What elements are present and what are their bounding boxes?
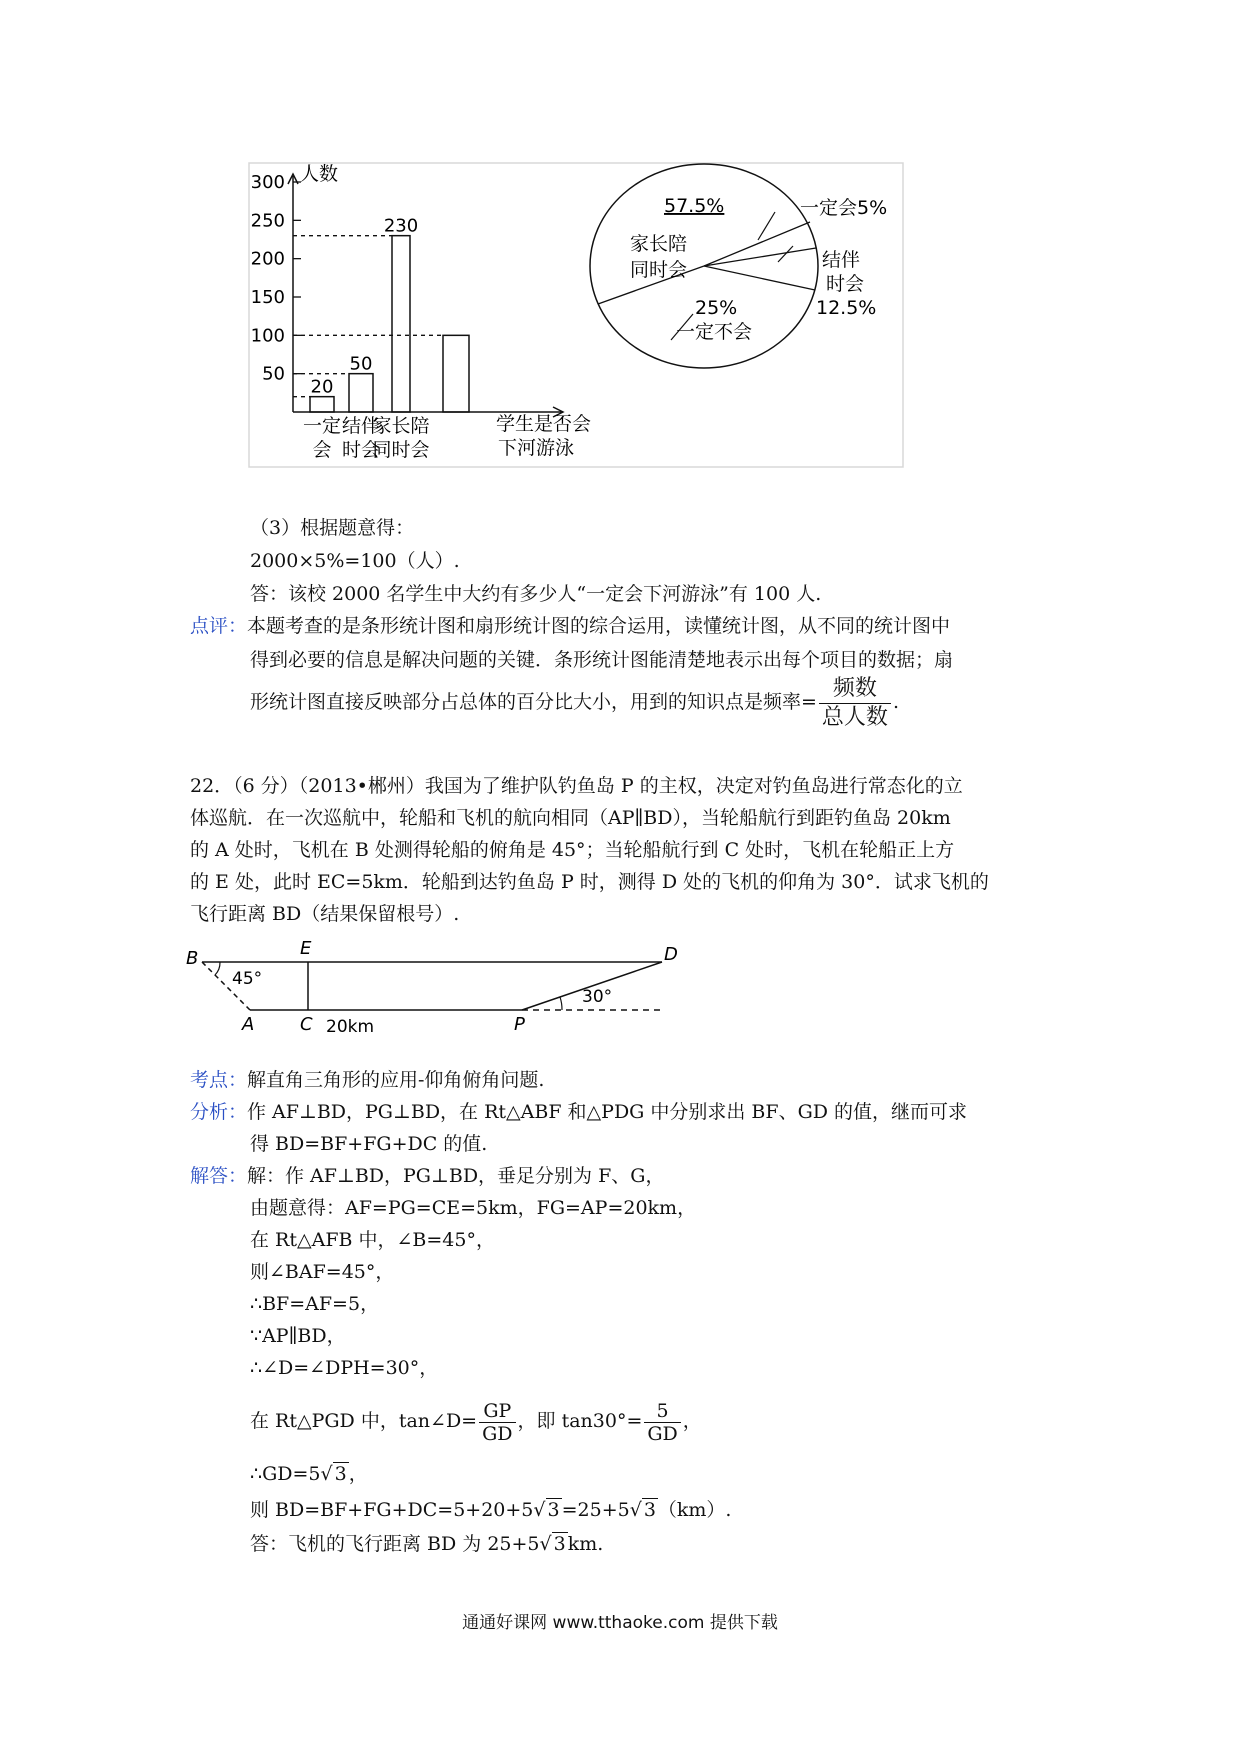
fenxi-line2: 得 BD=BF+FG+DC 的值.	[250, 1133, 488, 1155]
tan-fraction-1-den: GD	[482, 1422, 513, 1445]
jieda-text-10c: （km）.	[657, 1499, 732, 1521]
tan-fraction-1	[479, 1400, 515, 1445]
fenxi-tag: 分析：	[190, 1101, 248, 1123]
fraction-numerator: 频数	[819, 675, 891, 704]
jieda-text-1: 解：作 AF⊥BD，PG⊥BD，垂足分别为 F、G，	[247, 1165, 665, 1187]
tan-fraction-1-num: GP	[479, 1400, 515, 1423]
point-B: B	[186, 948, 199, 969]
bar	[392, 236, 410, 412]
bar-value-label: 20	[310, 376, 334, 398]
jieda-text-8c: ，	[682, 1410, 702, 1432]
jieda-text-9b: ，	[348, 1463, 368, 1485]
sqrt-3-b: √ 3	[629, 1499, 656, 1521]
sqrt-radicand-b: 3	[643, 1499, 656, 1521]
y-axis-title: 人数	[300, 163, 339, 185]
pie-divider-never-top	[704, 266, 815, 290]
bar-category-label-2: 时会	[341, 439, 381, 461]
tan-fraction-2	[644, 1400, 680, 1445]
jieda-line10	[250, 1496, 731, 1524]
frequency-fraction	[819, 675, 891, 732]
y-tick-label: 100	[250, 325, 285, 347]
y-tick-label: 50	[262, 363, 285, 385]
pie-label-peer-1: 结伴	[822, 249, 861, 271]
sqrt-3: √ 3	[320, 1463, 347, 1485]
tan-fraction-2-den: GD	[647, 1422, 678, 1445]
jieda-line6: ∵AP∥BD，	[250, 1325, 346, 1347]
sqrt-3-a: √ 3	[533, 1499, 560, 1521]
pie-pct-peer: 12.5%	[816, 297, 877, 319]
pie-divider-peer	[704, 248, 816, 266]
jieda-text-8b: ，即 tan30°=	[517, 1410, 643, 1432]
comment-text-3: 形统计图直接反映部分占总体的百分比大小，用到的知识点是频率=	[250, 691, 817, 713]
bar-category-label-1: 一定	[302, 415, 342, 437]
part3-line3: 答：该校 2000 名学生中大约有多少人“一定会下河游泳”有 100 人.	[250, 583, 822, 605]
kaodian-text: 解直角三角形的应用-仰角俯角问题.	[247, 1069, 545, 1091]
q22-line5: 飞行距离 BD（结果保留根号）.	[190, 903, 460, 925]
jieda-line4: 则∠BAF=45°，	[250, 1261, 395, 1283]
bar-chart	[251, 163, 591, 461]
point-P: P	[514, 1014, 525, 1035]
comment-line2: 得到必要的信息是解决问题的关键．条形统计图能清楚地表示出每个项目的数据；扇	[250, 649, 954, 671]
bar	[310, 397, 334, 412]
jieda-tag: 解答：	[190, 1165, 248, 1187]
comment-line3	[250, 672, 899, 732]
angle-45-label: 45°	[232, 969, 263, 989]
pie-pct-never: 25%	[695, 297, 738, 319]
point-D: D	[664, 944, 678, 965]
part3-line1: （3）根据题意得：	[250, 517, 415, 539]
y-tick-label: 300	[250, 172, 285, 193]
jieda-text-8a: 在 Rt△PGD 中，tan∠D=	[250, 1410, 478, 1432]
angle-30-arc	[560, 997, 562, 1010]
jieda-text-11b: km.	[567, 1533, 604, 1555]
point-A: A	[242, 1014, 255, 1035]
bar	[443, 335, 469, 412]
comment-text-1: 本题考查的是条形统计图和扇形统计图的综合运用，读懂统计图，从不同的统计图中	[247, 615, 951, 637]
jieda-text-9a: ∴GD=5	[250, 1463, 321, 1485]
bar	[349, 374, 373, 412]
leader-sure	[758, 212, 775, 240]
jieda-line1	[190, 1162, 664, 1190]
part3-line2: 2000×5%=100（人）.	[250, 550, 460, 572]
pie-pct-parent: 57.5%	[664, 195, 725, 217]
bar-category-label-2: 会	[312, 439, 332, 461]
comment-line1	[190, 612, 950, 640]
q22-line1: 22．（6 分）（2013•郴州）我国为了维护队钓鱼岛 P 的主权，决定对钓鱼岛进行常态化的立	[190, 775, 963, 797]
statistics-figure	[248, 162, 904, 468]
distance-label: 20km	[326, 1017, 375, 1037]
pie-divider-sure	[704, 222, 810, 266]
x-axis-title-line2: 下河游泳	[498, 437, 575, 459]
q22-line4: 的 E 处，此时 EC=5km．轮船到达钓鱼岛 P 时，测得 D 处的飞机的仰角为 30°．试求飞机的	[190, 871, 989, 893]
bar-value-label: 50	[349, 353, 373, 375]
jieda-line5: ∴BF=AF=5，	[250, 1293, 380, 1315]
pie-label-sure: 一定会5%	[800, 197, 888, 219]
comment-end: .	[892, 691, 899, 713]
y-tick-label: 250	[250, 210, 285, 232]
bar-category-label-1: 结伴	[341, 415, 381, 437]
angle-30-label: 30°	[582, 987, 613, 1007]
jieda-line3: 在 Rt△AFB 中，∠B=45°，	[250, 1229, 495, 1251]
y-tick-label: 150	[250, 287, 285, 308]
jieda-line7: ∴∠D=∠DPH=30°，	[250, 1357, 439, 1379]
fenxi-line1	[190, 1098, 967, 1126]
jieda-line2: 由题意得：AF=PG=CE=5km，FG=AP=20km，	[250, 1197, 697, 1219]
jieda-text-11a: 答：飞机的飞行距离 BD 为 25+5	[250, 1533, 540, 1555]
fraction-denominator: 总人数	[821, 704, 888, 730]
sqrt-radicand-c: 3	[553, 1533, 566, 1555]
angle-45-arc	[215, 962, 220, 975]
comment-tag: 点评：	[190, 615, 248, 637]
footer-credit: 通通好课网 www.tthaoke.com 提供下载	[462, 1613, 778, 1633]
y-tick-label: 200	[250, 248, 285, 270]
fenxi-text-1: 作 AF⊥BD，PG⊥BD，在 Rt△ABF 和△PDG 中分别求出 BF、GD 的值，继而可求	[247, 1101, 968, 1123]
point-E: E	[300, 938, 312, 959]
pie-label-peer-2: 时会	[826, 273, 865, 295]
pie-label-parent-2: 同时会	[630, 259, 688, 281]
jieda-text-10b: =25+5	[561, 1499, 630, 1521]
jieda-line8	[250, 1394, 702, 1448]
geometry-figure	[186, 930, 686, 1040]
jieda-line9	[250, 1460, 368, 1488]
sqrt-3-c: √ 3	[539, 1533, 566, 1555]
q22-line3: 的 A 处时，飞机在 B 处测得轮船的俯角是 45°；当轮船航行到 C 处时，飞机在轮船正上方	[190, 839, 955, 861]
jieda-text-10a: 则 BD=BF+FG+DC=5+20+5	[250, 1499, 534, 1521]
kaodian-tag: 考点：	[190, 1069, 248, 1091]
bar-value-label: 230	[383, 215, 419, 237]
pie-label-never: 一定不会	[676, 321, 753, 343]
q22-line2: 体巡航．在一次巡航中，轮船和飞机的航向相同（AP∥BD），当轮船航行到距钓鱼岛 20km	[190, 807, 951, 829]
x-axis-title-line1: 学生是否会	[496, 413, 592, 435]
tan-fraction-2-num: 5	[644, 1400, 680, 1423]
bar-category-label-2: 同时会	[372, 439, 430, 461]
bar-category-label-1: 家长陪	[372, 415, 430, 437]
pie-label-parent-1: 家长陪	[630, 233, 688, 255]
pie-chart	[590, 164, 887, 368]
jieda-line11	[250, 1530, 603, 1558]
sqrt-radicand-a: 3	[547, 1499, 560, 1521]
point-C: C	[300, 1014, 313, 1035]
kaodian-line	[190, 1066, 544, 1094]
sqrt-radicand: 3	[334, 1463, 347, 1485]
